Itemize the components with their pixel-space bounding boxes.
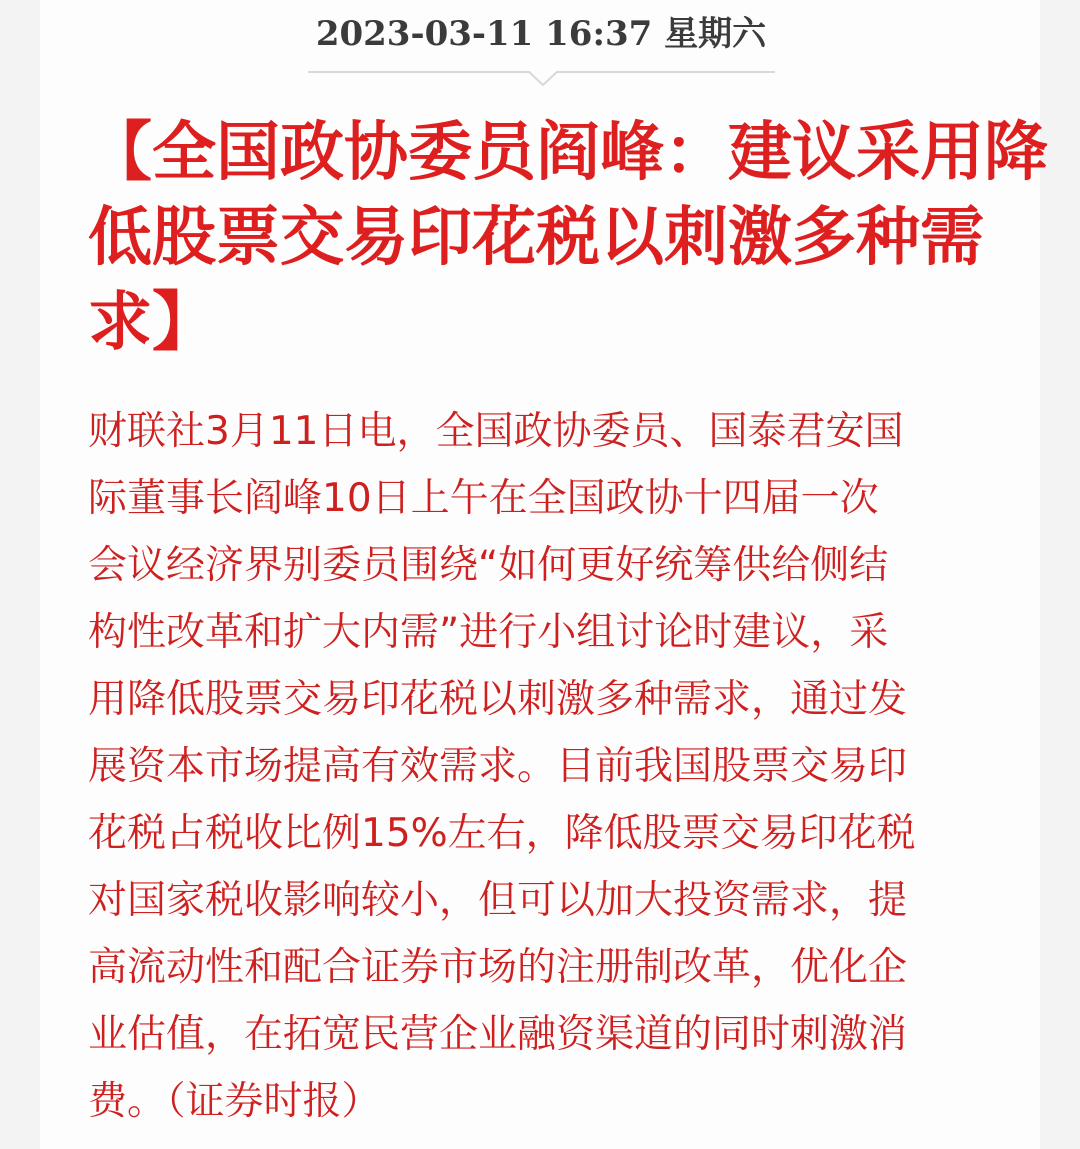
body-line: 业估值，在拓宽民营企业融资渠道的同时刺激消: [88, 1012, 908, 1057]
body-line: 对国家税收影响较小，但可以加大投资需求，提: [88, 878, 908, 923]
body-line: 际董事长阎峰10日上午在全国政协十四届一次: [88, 476, 879, 521]
date-time-label: 2023-03-11 16:37 星期六: [315, 14, 767, 54]
body-line: 高流动性和配合证券市场的注册制改革，优化企: [88, 945, 908, 990]
caret-down-icon: [528, 58, 558, 88]
body-line: 会议经济界别委员围绕“如何更好统筹供给侧结: [88, 543, 889, 588]
headline-line: 求】: [88, 285, 216, 360]
article-headline: [88, 110, 1048, 365]
body-line: 费。（证券时报）: [88, 1079, 381, 1124]
headline-line: 【全国政协委员阎峰：建议采用降: [88, 115, 1048, 190]
article-body: [88, 398, 1008, 1135]
body-line: 展资本市场提高有效需求。目前我国股票交易印: [88, 744, 908, 789]
headline-line: 低股票交易印花税以刺激多种需: [88, 200, 984, 275]
body-line: 财联社3月11日电，全国政协委员、国泰君安国: [88, 409, 904, 454]
body-line: 花税占税收比例15%左右，降低股票交易印花税: [88, 811, 916, 856]
body-line: 构性改革和扩大内需”进行小组讨论时建议，采: [88, 610, 889, 655]
date-header: [0, 0, 1080, 96]
body-line: 用降低股票交易印花税以刺激多种需求，通过发: [88, 677, 908, 722]
